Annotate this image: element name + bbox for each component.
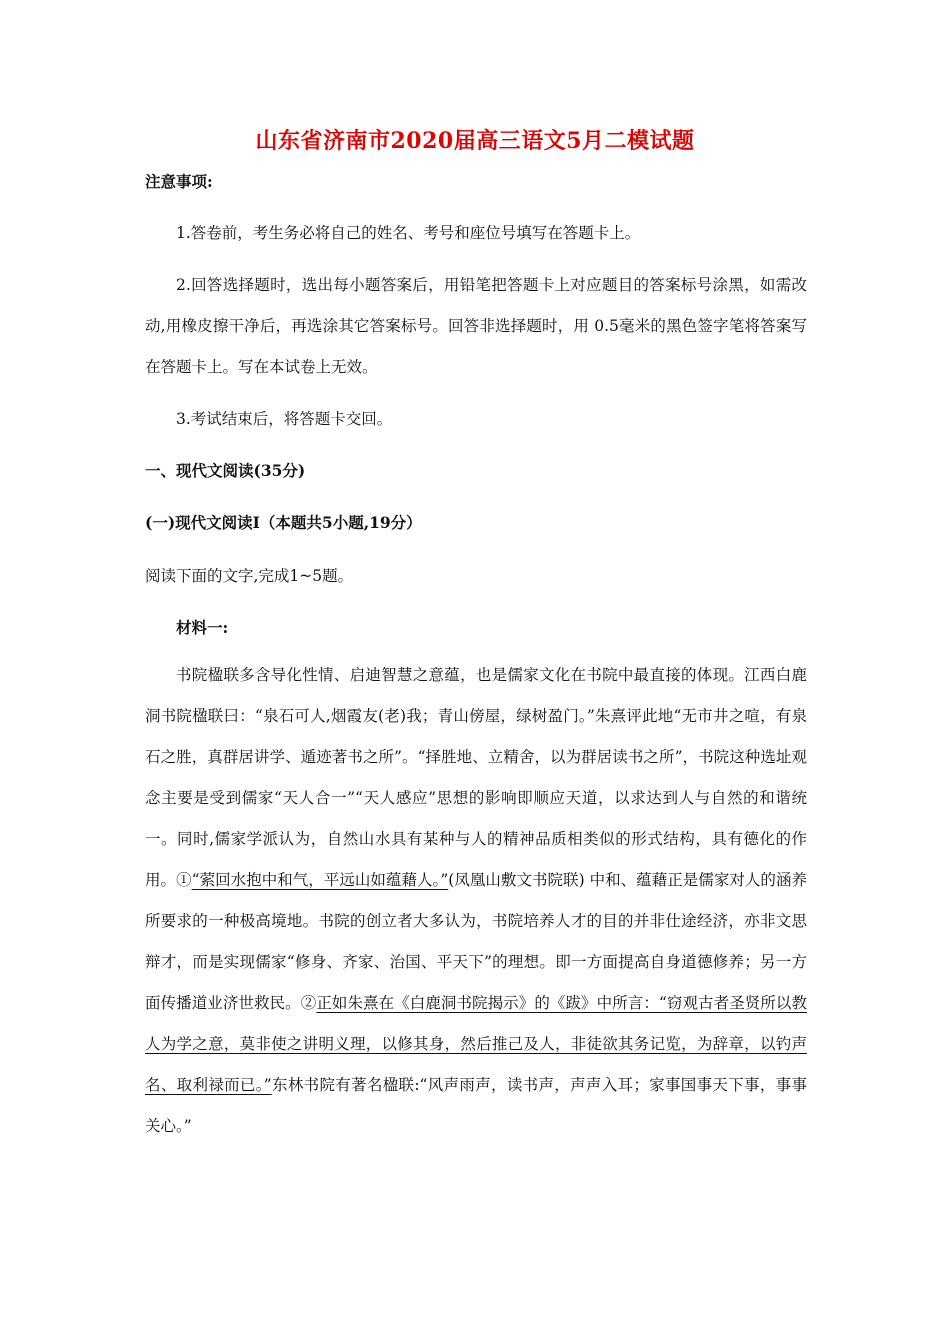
underlined-quote-1: “萦回水抱中和气，平远山如蕴藉人。” bbox=[191, 871, 449, 889]
passage-text-2: (凤凰山敷文书院联) 中和、蕴藉正是儒家对人的涵养所要求的一种极高境地。书院的创立者大多认为，书院培养人才的目的并非仕途经济，亦非文思辩才，而是实现儒家“修身、齐家、治国、平天下”的理想。即一方面提高自身道德修养；另一方面传播道业济世救民。② bbox=[145, 871, 807, 1012]
notice-item-1: 1.答卷前，考生务必将自己的姓名、考号和座位号填写在答题卡上。 bbox=[176, 224, 641, 242]
notice-item-2: 2.回答选择题时，选出每小题答案后，用铅笔把答题卡上对应题目的答案标号涂黑，如需改动,用橡皮擦干净后，再选涂其它答案标号。回答非选择题时，用 0.5毫米的黑色签字笔将答案写在答题卡上。写在本试卷上无效。 bbox=[145, 276, 807, 376]
document-title: 山东省济南市2020届高三语文5月二模试题 bbox=[255, 128, 695, 154]
notice-heading: 注意事项: bbox=[145, 172, 213, 191]
notice-item-3: 3.考试结束后，将答题卡交回。 bbox=[176, 410, 393, 428]
underlined-quote-2: 正如朱熹在《白鹿洞书院揭示》的《跋》中所言：“窃观古者圣贤所以教人为学之意，莫非使之讲明义理，以修其身，然后推己及人，非徒欲其务记览，为辞章，以钓声名、取利禄而已。” bbox=[145, 994, 807, 1094]
subsection-heading: (一)现代文阅读Ⅰ（本题共5小题,19分） bbox=[145, 513, 422, 532]
passage-text-1: 书院楹联多含导化性情、启迪智慧之意蕴，也是儒家文化在书院中最直接的体现。江西白鹿洞书院楹联曰：“泉石可人,烟霞友(老)我；青山傍屋，绿树盈门。”朱熹评此地“无市井之喧，有泉石之胜，真群居讲学、遁迹著书之所”。“择胜地、立精舍，以为群居读书之所”，书院这种选址观念主要是受到儒家“天人合一”“天人感应”思想的影响即顺应天道，以求达到人与自然的和谐统一。同时,儒家学派认为，自然山水具有某种与人的精神品质相类似的形式结构，具有德化的作用。① bbox=[145, 666, 807, 889]
reading-instruction: 阅读下面的文字,完成1~5题。 bbox=[145, 567, 354, 585]
section-heading: 一、现代文阅读(35分) bbox=[145, 461, 306, 480]
passage-text-3: 东林书院有著名楹联:“风声雨声，读书声，声声入耳；家事国事天下事，事事关心。” bbox=[145, 1076, 807, 1135]
passage-paragraph bbox=[145, 655, 807, 1147]
material-label: 材料一: bbox=[176, 618, 229, 637]
